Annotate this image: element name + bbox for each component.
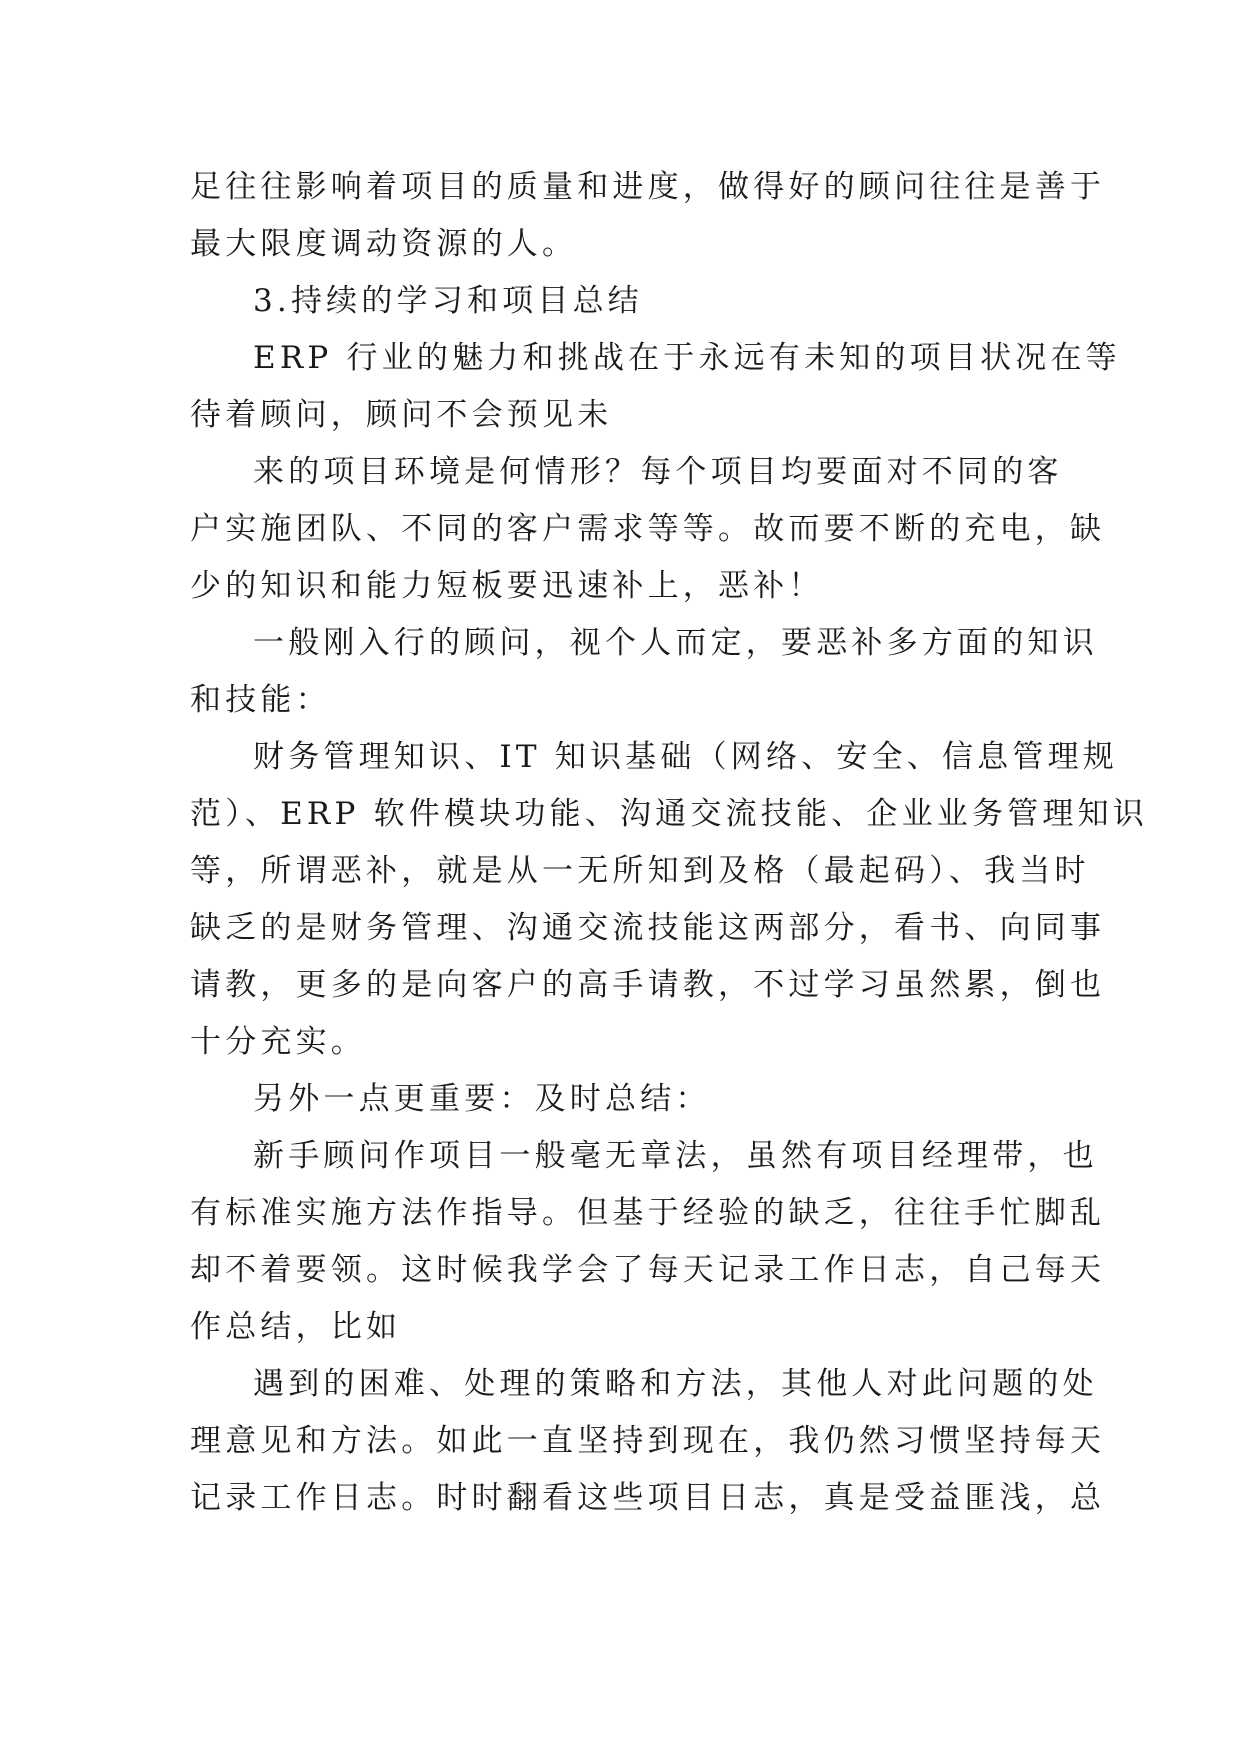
text-line: 待着顾问，顾问不会预见未 xyxy=(190,397,613,433)
text-line: 有标准实施方法作指导。但基于经验的缺乏，往往手忙脚乱 xyxy=(190,1195,1106,1231)
text-line: 一般刚入行的顾问，视个人而定，要恶补多方面的知识 xyxy=(253,625,1098,661)
text-line: 财务管理知识、IT 知识基础（网络、安全、信息管理规 xyxy=(253,739,1118,775)
text-line: 作总结，比如 xyxy=(190,1309,402,1345)
text-line: 请教，更多的是向客户的高手请教，不过学习虽然累，倒也 xyxy=(190,967,1106,1003)
text-line: 户实施团队、不同的客户需求等等。故而要不断的充电，缺 xyxy=(190,511,1106,547)
text-line: 新手顾问作项目一般毫无章法，虽然有项目经理带，也 xyxy=(253,1138,1098,1174)
text-line: 范）、ERP 软件模块功能、沟通交流技能、企业业务管理知识 xyxy=(190,796,1148,832)
text-line: 理意见和方法。如此一直坚持到现在，我仍然习惯坚持每天 xyxy=(190,1423,1106,1459)
text-line: 少的知识和能力短板要迅速补上，恶补！ xyxy=(190,568,824,604)
text-line: 和技能： xyxy=(190,682,331,718)
text-line: 缺乏的是财务管理、沟通交流技能这两部分，看书、向同事 xyxy=(190,910,1106,946)
text-line: 十分充实。 xyxy=(190,1024,366,1060)
text-line: 记录工作日志。时时翻看这些项目日志，真是受益匪浅，总 xyxy=(190,1480,1106,1516)
text-line: 却不着要领。这时候我学会了每天记录工作日志，自己每天 xyxy=(190,1252,1106,1288)
section-heading: 3.持续的学习和项目总结 xyxy=(253,283,643,319)
text-line: ERP 行业的魅力和挑战在于永远有未知的项目状况在等 xyxy=(253,340,1121,376)
text-line: 等，所谓恶补，就是从一无所知到及格（最起码）、我当时 xyxy=(190,853,1090,889)
text-line: 足往往影响着项目的质量和进度，做得好的顾问往往是善于 xyxy=(190,169,1106,205)
text-line: 最大限度调动资源的人。 xyxy=(190,226,578,262)
text-line: 另外一点更重要：及时总结： xyxy=(253,1081,711,1117)
text-line: 遇到的困难、处理的策略和方法，其他人对此问题的处 xyxy=(253,1366,1098,1402)
text-line: 来的项目环境是何情形？每个项目均要面对不同的客 xyxy=(253,454,1063,490)
